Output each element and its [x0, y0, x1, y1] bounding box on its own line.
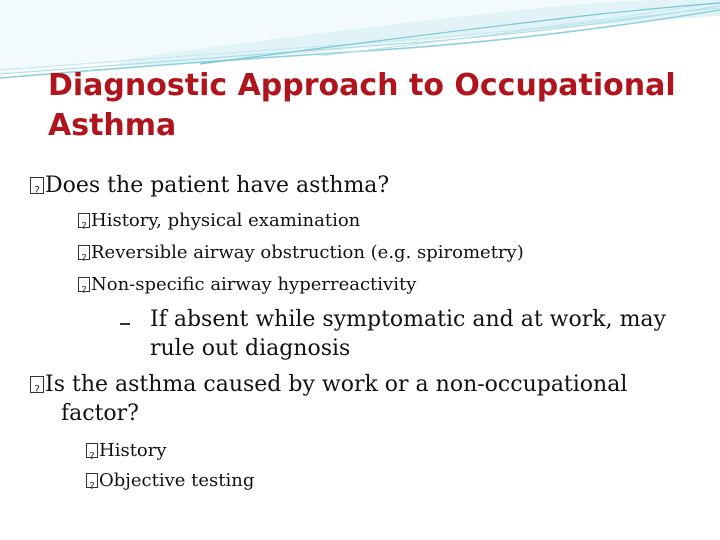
sub-bullet-item — [78, 206, 360, 236]
bullet-text: Does the patient have asthma? — [45, 173, 390, 198]
bullet-item — [30, 370, 627, 400]
bullet-item — [30, 171, 389, 201]
missing-glyph-bullet-icon — [30, 177, 44, 194]
sub-sub-bullet-line: If absent while symptomatic and at work, may — [150, 307, 666, 332]
sub-bullet-item — [86, 466, 254, 496]
missing-glyph-bullet-icon — [78, 277, 90, 292]
missing-glyph-bullet-icon — [86, 443, 98, 458]
sub-bullet-text: Objective testing — [99, 470, 255, 491]
sub-sub-bullet-line: rule out diagnosis — [150, 336, 351, 361]
sub-bullet-item — [86, 436, 167, 466]
sub-bullet-text: Reversible airway obstruction (e.g. spirometry) — [91, 242, 524, 263]
missing-glyph-bullet-icon — [30, 376, 44, 393]
bullet-text-continuation: factor? — [61, 401, 139, 426]
sub-bullet-item — [78, 270, 416, 300]
slide-title — [48, 66, 698, 146]
missing-glyph-bullet-icon — [78, 245, 90, 260]
dash-bullet-icon — [120, 323, 130, 325]
bullet-text: Is the asthma caused by work or a non-occupational — [45, 372, 628, 397]
slide-title-line-1: Diagnostic Approach to Occupational — [48, 68, 676, 103]
sub-bullet-item — [78, 238, 524, 268]
sub-bullet-text: Non-specific airway hyperreactivity — [91, 274, 417, 295]
sub-bullet-text: History — [99, 440, 167, 461]
missing-glyph-bullet-icon — [78, 213, 90, 228]
sub-bullet-text: History, physical examination — [91, 210, 361, 231]
missing-glyph-bullet-icon — [86, 473, 98, 488]
slide-title-line-2: Asthma — [48, 108, 177, 143]
